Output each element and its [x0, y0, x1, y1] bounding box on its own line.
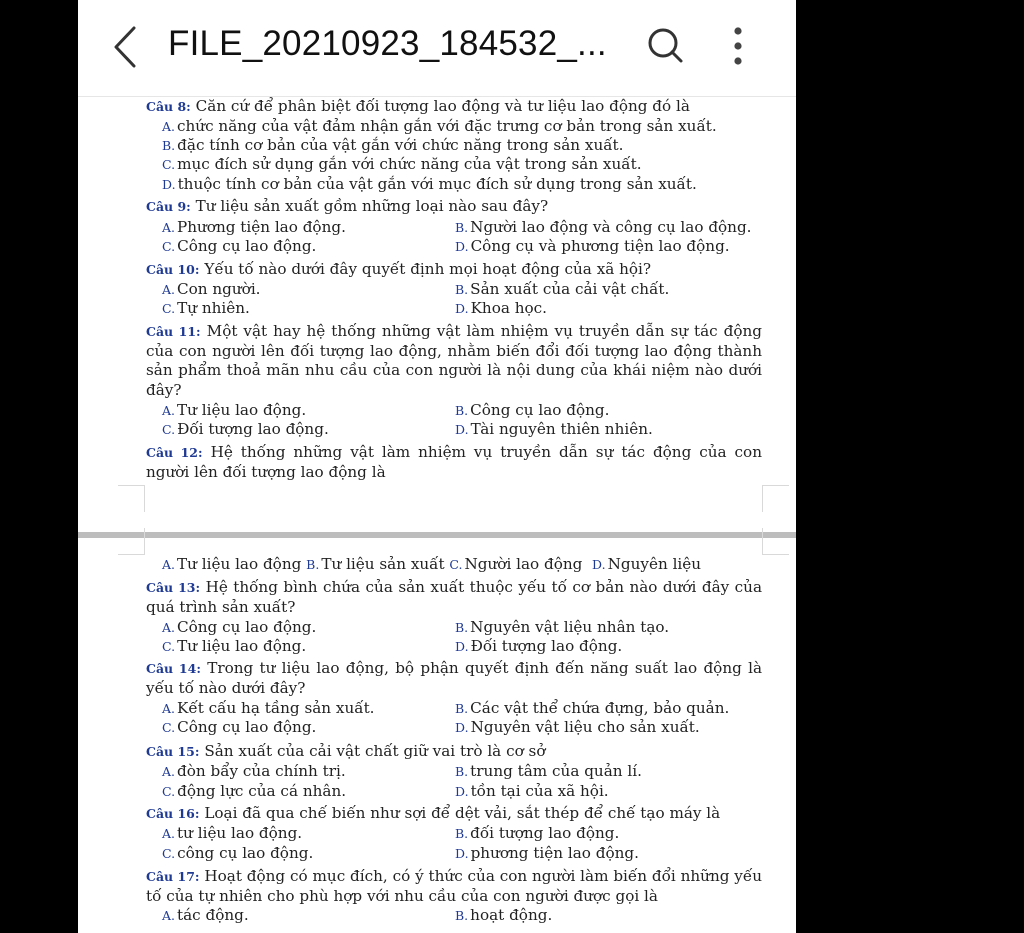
option-b: B. đặc tính cơ bản của vật gắn với chức năng trong sản xuất.	[162, 136, 624, 154]
left-black-band	[0, 0, 78, 933]
question-13: Câu 13: Hệ thống bình chứa của sản xuất thuộc yếu tố cơ bản nào dưới đây của quá trình sản xuất?	[146, 578, 762, 616]
option-b: B. Công cụ lao động.	[455, 401, 610, 419]
question-12: Câu 12: Hệ thống những vật làm nhiệm vụ truyền dẫn sự tác động của con người lên đối tượng lao động là	[146, 443, 762, 481]
option-c: C. Đối tượng lao động.	[162, 420, 329, 438]
option-d: D. Đối tượng lao động.	[455, 637, 623, 655]
page-corner-mark	[762, 485, 789, 512]
option-a: A. Con người.	[162, 280, 261, 298]
question-text: Căn cứ để phân biệt đối tượng lao động và tư liệu lao động đó là	[195, 97, 690, 115]
question-17: Câu 17: Hoạt động có mục đích, có ý thức của con người làm biến đổi những yếu tố của tự nhiên cho phù hợp với nhu cầu của con người được gọi là	[146, 867, 763, 905]
back-button[interactable]	[108, 24, 148, 70]
more-vertical-icon	[726, 24, 750, 68]
option-a: A. tư liệu lao động.	[162, 824, 303, 842]
q12-options-row: A. Tư liệu lao động B. Tư liệu sản xuất C. Người lao động D. Nguyên liệu	[162, 555, 702, 573]
top-app-bar	[78, 0, 796, 94]
question-15: Câu 15: Sản xuất của cải vật chất giữ vai trò là cơ sở	[146, 742, 546, 760]
option-d: D. phương tiện lao động.	[455, 844, 639, 862]
option-c: C. công cụ lao động.	[162, 844, 314, 862]
option-c: C. Công cụ lao động.	[162, 237, 317, 255]
option-b: B. Các vật thể chứa đựng, bảo quản.	[455, 699, 730, 717]
question-11: Câu 11: Một vật hay hệ thống những vật làm nhiệm vụ truyền dẫn sự tác động của con người lên đối tượng lao động, nhằm biến đổi đối tượng lao động thành sản phẩm thoả mãn nhu cầu của con người là nội dung của khái niệm nào dưới đây?	[146, 322, 763, 399]
option-b: B. trung tâm của quản lí.	[455, 762, 642, 780]
document-title: FILE_20210923_184532_...	[168, 24, 607, 63]
option-c: C. Công cụ lao động.	[162, 718, 317, 736]
question-10: Câu 10: Yếu tố nào dưới đây quyết định mọi hoạt động của xã hội?	[146, 260, 652, 278]
option-a: A. đòn bẩy của chính trị.	[162, 762, 346, 780]
right-black-band	[796, 0, 1024, 933]
option-c: C. mục đích sử dụng gắn với chức năng của vật trong sản xuất.	[162, 155, 642, 173]
option-a: A. Công cụ lao động.	[162, 618, 317, 636]
chevron-left-icon	[108, 24, 148, 70]
option-b: B. đối tượng lao động.	[455, 824, 620, 842]
option-b: B. Sản xuất của cải vật chất.	[455, 280, 670, 298]
option-b: B. hoạt động.	[455, 906, 553, 924]
option-d: D. Khoa học.	[455, 299, 547, 317]
option-d: D. Nguyên vật liệu cho sản xuất.	[455, 718, 700, 736]
page-corner-mark	[118, 528, 145, 555]
more-options-button[interactable]	[726, 24, 750, 68]
option-a: A. Kết cấu hạ tầng sản xuất.	[162, 699, 375, 717]
option-b: B. Người lao động và công cụ lao động.	[455, 218, 752, 236]
option-d: D. thuộc tính cơ bản của vật gắn với mục đích sử dụng trong sản xuất.	[162, 175, 697, 193]
question-8	[146, 97, 762, 117]
question-16: Câu 16: Loại đã qua chế biến như sợi để dệt vải, sắt thép để chế tạo máy là	[146, 804, 721, 822]
search-button[interactable]	[646, 26, 686, 66]
page-corner-mark	[118, 485, 145, 512]
document-page-2[interactable]	[78, 538, 796, 933]
option-a: A. chức năng của vật đảm nhận gắn với đặc trưng cơ bản trong sản xuất.	[162, 117, 717, 135]
option-d: D. Tài nguyên thiên nhiên.	[455, 420, 653, 438]
question-9: Câu 9: Tư liệu sản xuất gồm những loại nào sau đây?	[146, 197, 549, 215]
option-c: C. Tư liệu lao động.	[162, 637, 307, 655]
option-a: A. Tư liệu lao động.	[162, 401, 307, 419]
option-a: A. tác động.	[162, 906, 249, 924]
option-d: D. Công cụ và phương tiện lao động.	[455, 237, 730, 255]
option-b: B. Nguyên vật liệu nhân tạo.	[455, 618, 670, 636]
question-label: Câu 8:	[146, 99, 191, 114]
question-14: Câu 14: Trong tư liệu lao động, bộ phận quyết định đến năng suất lao động là yếu tố nào dưới đây?	[146, 659, 763, 697]
document-viewer	[78, 0, 796, 933]
page-corner-mark	[762, 528, 789, 555]
option-c: C. Tự nhiên.	[162, 299, 250, 317]
document-page-1[interactable]	[78, 96, 796, 533]
option-d: D. tồn tại của xã hội.	[455, 782, 609, 800]
option-c: C. động lực của cá nhân.	[162, 782, 347, 800]
option-a: A. Phương tiện lao động.	[162, 218, 346, 236]
search-icon	[646, 26, 686, 66]
